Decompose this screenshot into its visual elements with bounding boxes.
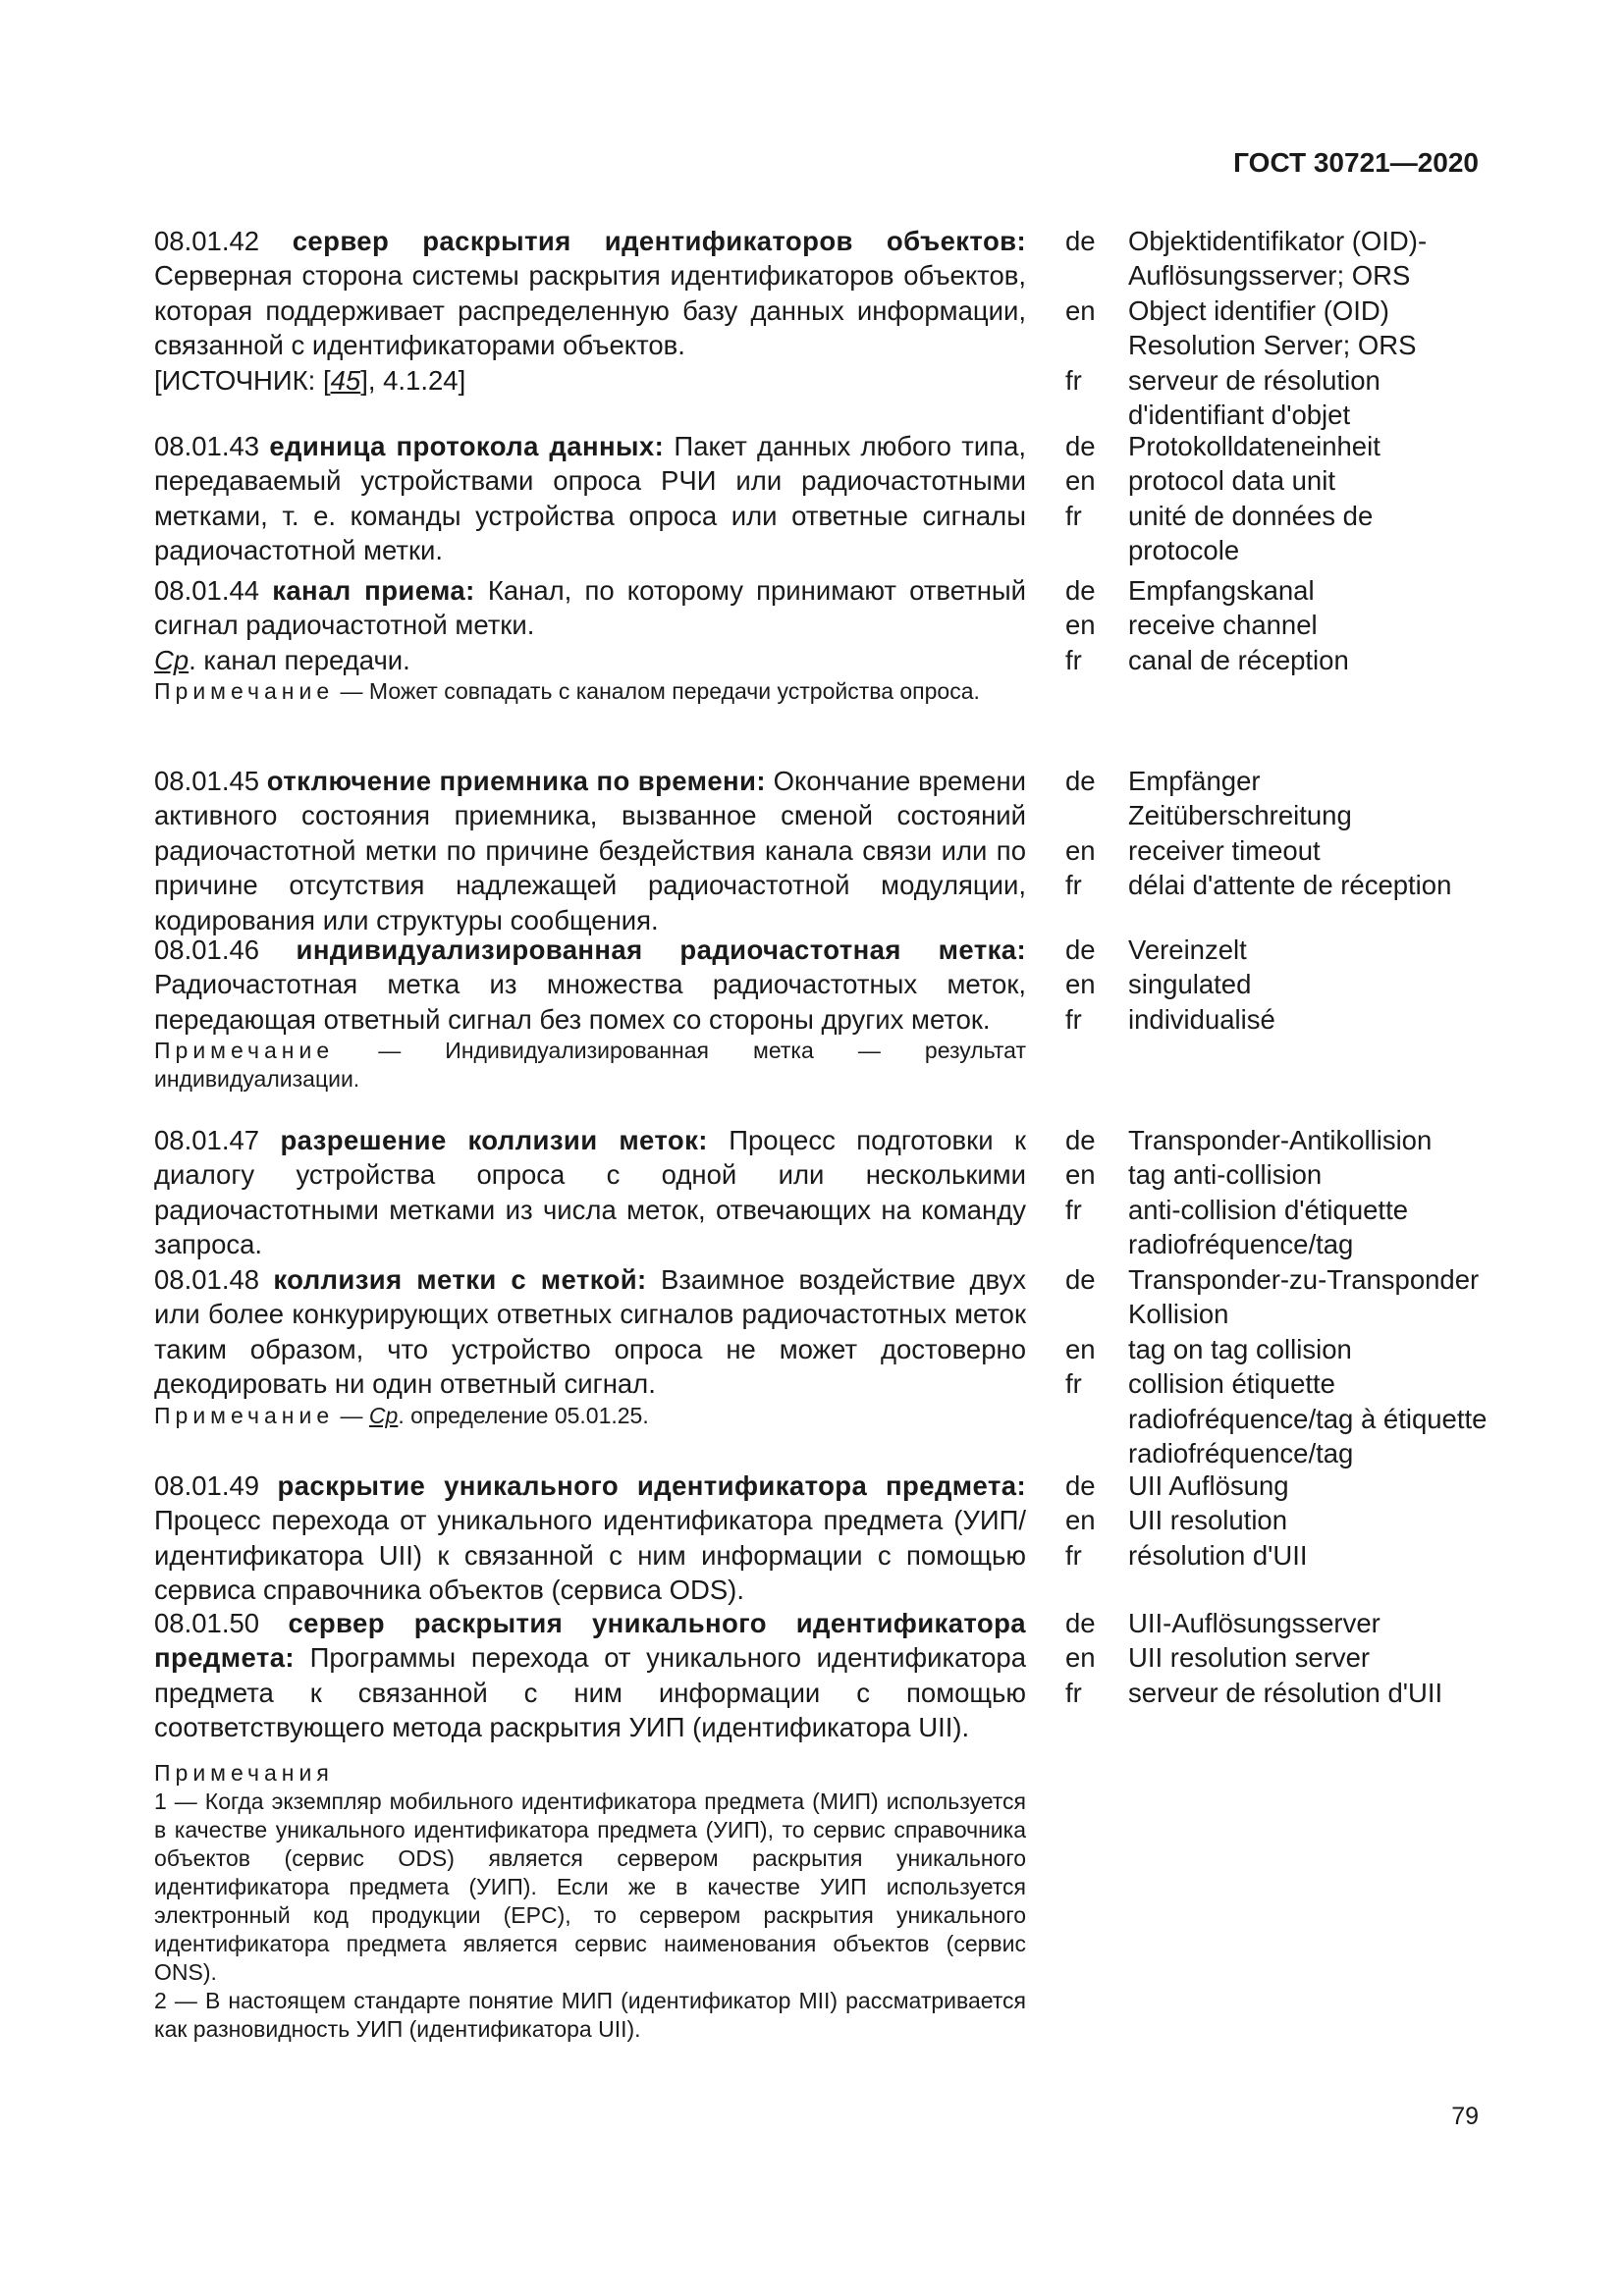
lang-code: de <box>1065 934 1096 965</box>
note-item: 2 — В настоящем стандарте понятие МИП (идентификатор MII) рассматривается как разновидность УИП (идентификатора UII). <box>154 1987 1026 2042</box>
entry-number: 08.01.46 <box>154 934 260 965</box>
lang-row-de <box>1065 1123 1488 1157</box>
definition-text: Взаимное воздействие двух или более конкурирующих ответных сигналов радиочастотных меток таким образом, что устройство опроса не может достоверно декодировать ни один ответный сигнал. <box>154 1264 1027 1400</box>
lang-term: receive channel <box>1128 610 1318 641</box>
term-title: сервер раскрытия идентификаторов объектов: <box>292 226 1026 256</box>
definition-text: Серверная сторона системы раскрытия идентификаторов объектов, которая поддерживает распределенную базу данных информации, связанной с идентификаторами объектов. <box>154 260 1026 361</box>
lang-term: canal de réception <box>1128 644 1349 675</box>
lang-code: en <box>1065 1505 1096 1536</box>
lang-row-fr <box>1065 1002 1488 1037</box>
lang-term: UII resolution server <box>1128 1642 1371 1674</box>
lang-row-fr <box>1065 1193 1488 1262</box>
lang-row-en <box>1065 967 1488 1001</box>
lang-row-fr <box>1065 868 1488 902</box>
lang-row-en <box>1065 1503 1488 1537</box>
note: Примечание — Ср. определение 05.01.25. <box>154 1402 649 1428</box>
term-title: индивидуализированная радиочастотная метка: <box>296 934 1026 965</box>
lang-code: de <box>1065 1264 1096 1295</box>
lang-code: en <box>1065 1159 1096 1191</box>
lang-row-de <box>1065 764 1488 833</box>
lang-row-de <box>1065 1262 1488 1332</box>
lang-term: tag anti-collision <box>1128 1159 1323 1191</box>
document-designation: ГОСТ 30721—2020 <box>1233 147 1479 178</box>
lang-term: UII Auflösung <box>1128 1470 1289 1501</box>
lang-term: UII-Auflösungsserver <box>1128 1608 1380 1638</box>
term-title: сервер раскрытия уникального идентификатора предмета: <box>154 1608 1026 1674</box>
lang-term: serveur de résolution d'identifiant d'objet <box>1128 364 1380 431</box>
russian-definition <box>154 1468 1026 1608</box>
equivalents <box>1065 764 1488 903</box>
russian-definition <box>154 1262 1026 1430</box>
lang-row-en <box>1065 608 1488 642</box>
note-label: Примечание <box>154 1038 335 1064</box>
lang-term: Protokolldateneinheit <box>1128 431 1380 461</box>
lang-term: individualisé <box>1128 1003 1275 1035</box>
lang-term: collision étiquette radiofréquence/tag à étiquette radiofréquence/tag <box>1128 1368 1488 1469</box>
lang-term: Object identifier (OID) Resolution Server; ORS <box>1128 294 1417 361</box>
lang-row-de <box>1065 429 1488 463</box>
lang-row-en <box>1065 1640 1488 1675</box>
definition-text: Окончание времени активного состояния приемника, вызванное сменой состояний радиочастотной метки по причине бездействия канала связи или по причине отсутствия надлежащей радиочастотной модуляции, кодирования или структуры сообщения. <box>154 766 1027 935</box>
lang-term: Vereinzelt <box>1128 934 1247 965</box>
term-title: единица протокола данных: <box>269 431 665 461</box>
entry-number: 08.01.43 <box>154 431 260 461</box>
note-text: — Индивидуализированная метка — результат индивидуализации. <box>154 1038 1026 1093</box>
equivalents <box>1065 1468 1488 1573</box>
lang-term: singulated <box>1128 969 1252 1000</box>
lang-row-de <box>1065 224 1488 294</box>
term-title: раскрытие уникального идентификатора предмета: <box>277 1470 1027 1501</box>
lang-term: résolution d'UII <box>1128 1539 1308 1571</box>
note-item: 1 — Когда экземпляр мобильного идентификатора предмета (МИП) используется в качестве уникального идентификатора предмета (УИП), то сервис справочника объектов (сервис ODS) является сервером раскрытия уникального идентификатора предмета (УИП). Если же в качестве УИП используется электронный код продукции (EPC), то сервером раскрытия уникального идентификатора предмета является сервис наименования объектов (сервис ONS). <box>154 1788 1026 1985</box>
entry-number: 08.01.44 <box>154 575 260 606</box>
lang-code: fr <box>1065 1194 1082 1225</box>
definition-text: Канал, по которому принимают ответный сигнал радиочастотной метки. <box>154 575 1027 641</box>
equivalents <box>1065 573 1488 677</box>
entry-number: 08.01.49 <box>154 1470 260 1501</box>
compare-label: Ср <box>154 644 189 675</box>
lang-code: en <box>1065 1642 1096 1674</box>
lang-term: receiver timeout <box>1128 834 1321 866</box>
equivalents <box>1065 1262 1488 1470</box>
equivalents <box>1065 224 1488 432</box>
lang-code: fr <box>1065 500 1082 531</box>
lang-row-en <box>1065 1157 1488 1192</box>
lang-code: fr <box>1065 870 1082 901</box>
entry-number: 08.01.50 <box>154 1608 260 1638</box>
term-title: коллизия метки с меткой: <box>273 1264 647 1295</box>
equivalents <box>1065 1606 1488 1710</box>
lang-code: de <box>1065 1608 1096 1638</box>
equivalents <box>1065 429 1488 568</box>
lang-row-en <box>1065 833 1488 868</box>
lang-code: de <box>1065 431 1096 461</box>
lang-code: fr <box>1065 364 1082 396</box>
lang-code: fr <box>1065 1368 1082 1400</box>
lang-code: fr <box>1065 1677 1082 1708</box>
lang-term: délai d'attente de réception <box>1128 870 1452 901</box>
lang-code: de <box>1065 1125 1096 1155</box>
lang-row-de <box>1065 933 1488 967</box>
definition-text: Процесс перехода от уникального идентификатора предмета (УИП/идентификатора UII) к связанной с ним информации с помощью сервиса справочника объектов (сервиса ODS). <box>154 1505 1026 1606</box>
russian-definition <box>154 764 1026 937</box>
lang-row-en <box>1065 1332 1488 1366</box>
lang-code: fr <box>1065 1539 1082 1571</box>
lang-term: Objektidentifikator (OID)-Auflösungsserver; ORS <box>1128 226 1428 292</box>
lang-term: Empfänger Zeitüberschreitung <box>1128 766 1352 831</box>
lang-code: en <box>1065 834 1096 866</box>
entry-number: 08.01.48 <box>154 1264 260 1295</box>
lang-term: UII resolution <box>1128 1505 1288 1536</box>
lang-term: Transponder-Antikollision <box>1128 1125 1433 1155</box>
lang-row-de <box>1065 573 1488 608</box>
lang-row-fr <box>1065 643 1488 677</box>
russian-definition <box>154 1123 1026 1262</box>
definition-text: Пакет данных любого типа, передаваемый устройствами опроса РЧИ или радиочастотными метками, т. е. команды устройства опроса или ответные сигналы радиочастотной метки. <box>154 431 1027 566</box>
term-title: разрешение коллизии меток: <box>280 1125 708 1155</box>
term-title: отключение приемника по времени: <box>266 766 766 796</box>
lang-code: de <box>1065 1470 1096 1501</box>
russian-definition <box>154 224 1026 398</box>
compare-label: Ср <box>368 1402 399 1428</box>
lang-row-fr <box>1065 1366 1488 1470</box>
equivalents <box>1065 1123 1488 1262</box>
note <box>154 1037 1026 1094</box>
definition-text: Процесс подготовки к диалогу устройства опроса с одной или несколькими радиочастотными метками из числа меток, отвечающих на команду запроса. <box>154 1125 1026 1260</box>
lang-code: de <box>1065 226 1096 256</box>
notes <box>154 1759 1026 2044</box>
russian-definition <box>154 1606 1026 2044</box>
lang-term: Transponder-zu-Transponder Kollision <box>1128 1264 1480 1330</box>
term-title: канал приема: <box>272 575 475 606</box>
russian-definition <box>154 429 1026 568</box>
note-text: — Может совпадать с каналом передачи устройства опроса. <box>334 678 980 705</box>
lang-code: en <box>1065 610 1096 641</box>
definition-text: Программы перехода от уникального идентификатора предмета к связанной с ним информации с помощью соответствующего метода раскрытия УИП (идентификатора UII). <box>154 1642 1026 1743</box>
lang-term: serveur de résolution d'UII <box>1128 1677 1443 1708</box>
notes-label: Примечания <box>154 1759 334 1786</box>
lang-term: tag on tag collision <box>1128 1333 1352 1364</box>
lang-term: Empfangskanal <box>1128 575 1315 606</box>
lang-code: en <box>1065 294 1096 326</box>
cross-reference: Ср. канал передачи. <box>154 644 410 675</box>
lang-row-fr <box>1065 499 1488 568</box>
lang-code: de <box>1065 575 1096 606</box>
lang-term: unité de données de protocole <box>1128 500 1374 566</box>
lang-code: de <box>1065 766 1096 796</box>
note <box>154 677 1026 706</box>
lang-row-de <box>1065 1606 1488 1640</box>
lang-code: en <box>1065 969 1096 1000</box>
page-number: 79 <box>1451 2103 1479 2130</box>
entry-number: 08.01.42 <box>154 226 260 256</box>
lang-row-fr <box>1065 1538 1488 1573</box>
lang-row-fr <box>1065 363 1488 433</box>
bibliography-link[interactable]: 45 <box>330 364 361 396</box>
lang-term: protocol data unit <box>1128 465 1335 497</box>
note-label: Примечание <box>154 1402 335 1428</box>
entry-number: 08.01.45 <box>154 766 260 796</box>
note-label: Примечание <box>154 678 335 705</box>
definition-text: Радиочастотная метка из множества радиочастотных меток, передающая ответный сигнал без помех со стороны других меток. <box>154 969 1026 1035</box>
russian-definition <box>154 933 1026 1094</box>
lang-code: fr <box>1065 1003 1082 1035</box>
lang-row-de <box>1065 1468 1488 1503</box>
russian-definition <box>154 573 1026 706</box>
lang-code: en <box>1065 465 1096 497</box>
lang-code: en <box>1065 1333 1096 1364</box>
lang-row-fr <box>1065 1676 1488 1710</box>
source-reference: [ИСТОЧНИК: [45], 4.1.24] <box>154 364 466 396</box>
lang-row-en <box>1065 463 1488 498</box>
entry-number: 08.01.47 <box>154 1125 260 1155</box>
lang-term: anti-collision d'étiquette radiofréquence/tag <box>1128 1194 1409 1260</box>
equivalents <box>1065 933 1488 1037</box>
lang-code: fr <box>1065 644 1082 675</box>
lang-row-en <box>1065 294 1488 363</box>
